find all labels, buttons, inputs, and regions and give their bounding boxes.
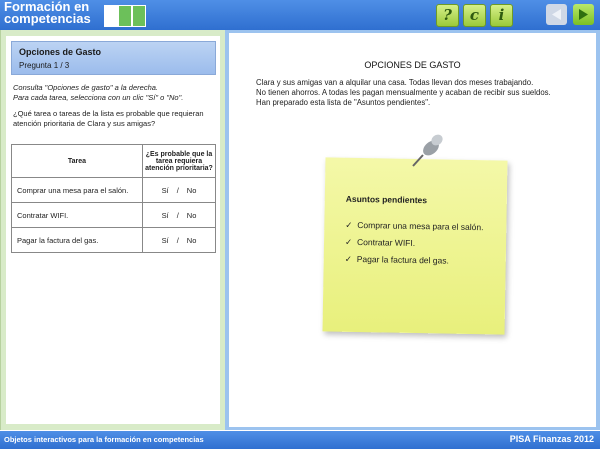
column-header-priority: ¿Es probable que la tarea requiera atención prioritaria?: [143, 145, 216, 178]
footer-right-text: PISA Finanzas 2012: [509, 434, 594, 444]
arrow-left-icon: [549, 7, 564, 22]
table-row: [12, 178, 216, 203]
column-header-task: Tarea: [12, 145, 143, 178]
note-item: [345, 220, 483, 233]
task-name: Contratar WIFI.: [12, 203, 143, 228]
table-header-row: [12, 145, 216, 178]
note-item: [345, 237, 415, 249]
yes-option[interactable]: Sí: [161, 210, 169, 220]
help-icon: ?: [443, 6, 452, 24]
stimulus-title: OPCIONES DE GASTO: [364, 60, 461, 70]
note-title: Asuntos pendientes: [345, 193, 428, 206]
separator: /: [176, 235, 179, 245]
stimulus-panel-inner: [229, 33, 596, 427]
note-item-label: Comprar una mesa para el salón.: [357, 219, 484, 233]
credits-button[interactable]: [463, 4, 486, 27]
task-name: Comprar una mesa para el salón.: [12, 178, 143, 203]
top-bar: [0, 0, 600, 30]
sticky-note: [322, 157, 507, 334]
progress-segment: [105, 6, 117, 26]
yes-no-options: [143, 178, 216, 203]
info-icon: i: [498, 6, 505, 24]
yes-option[interactable]: Sí: [161, 235, 169, 245]
app-title-line2: competencias: [4, 11, 91, 26]
yes-no-options: [143, 228, 216, 253]
no-option[interactable]: No: [186, 185, 197, 195]
stimulus-text-line: Han preparado esta lista de "Asuntos pendientes".: [256, 98, 431, 107]
stimulus-text-line: Clara y sus amigas van a alquilar una casa. Todas llevan dos meses trabajando.: [256, 78, 534, 87]
info-button[interactable]: [490, 4, 513, 27]
progress-indicator: [104, 5, 146, 27]
note-item-label: Contratar WIFI.: [356, 236, 416, 249]
task-table: [11, 144, 216, 253]
footer-bar: [0, 431, 600, 449]
question-panel-title: Opciones de Gasto: [19, 47, 102, 57]
help-button[interactable]: [436, 4, 459, 27]
question-header: [11, 41, 216, 75]
question-panel: [0, 30, 225, 430]
app-title: [4, 1, 91, 25]
no-option[interactable]: No: [186, 210, 197, 220]
table-row: [12, 228, 216, 253]
stimulus-text-line: No tienen ahorros. A todas les pagan mensualmente y acaban de recibir sus sueldos.: [256, 88, 551, 97]
pushpin-icon: [401, 128, 451, 178]
app-title-line1: Formación en: [4, 0, 90, 14]
question-counter: Pregunta 1 / 3: [19, 61, 70, 70]
no-option[interactable]: No: [186, 235, 197, 245]
credits-icon: c: [469, 6, 480, 24]
footer-left-text: Objetos interactivos para la formación en competencias: [4, 435, 204, 444]
instruction-line: Consulta "Opciones de gasto" a la derecha.: [13, 83, 158, 92]
instructions: [13, 83, 213, 103]
yes-no-options: [143, 203, 216, 228]
progress-segment: [119, 6, 131, 26]
task-name: Pagar la factura del gas.: [12, 228, 143, 253]
question-text: ¿Qué tarea o tareas de la lista es probable que requieran atención prioritaria de Clara y sus amigas?: [13, 109, 204, 128]
separator: /: [176, 185, 179, 195]
separator: /: [176, 210, 179, 220]
instruction-line: Para cada tarea, selecciona con un clic "Sí" o "No".: [13, 93, 184, 102]
previous-button[interactable]: [546, 4, 567, 25]
checkmark-icon: ✓: [344, 253, 352, 264]
progress-segment: [133, 6, 145, 26]
stimulus-panel: [225, 30, 600, 430]
checkmark-icon: ✓: [344, 236, 353, 247]
note-item-label: Pagar la factura del gas.: [356, 253, 449, 266]
next-button[interactable]: [573, 4, 594, 25]
yes-option[interactable]: Sí: [161, 185, 169, 195]
table-row: [12, 203, 216, 228]
note-item: [345, 254, 449, 267]
stimulus-text: [256, 78, 586, 108]
arrow-right-icon: [576, 7, 591, 22]
question-panel-inner: [6, 36, 220, 424]
checkmark-icon: ✓: [345, 219, 353, 230]
